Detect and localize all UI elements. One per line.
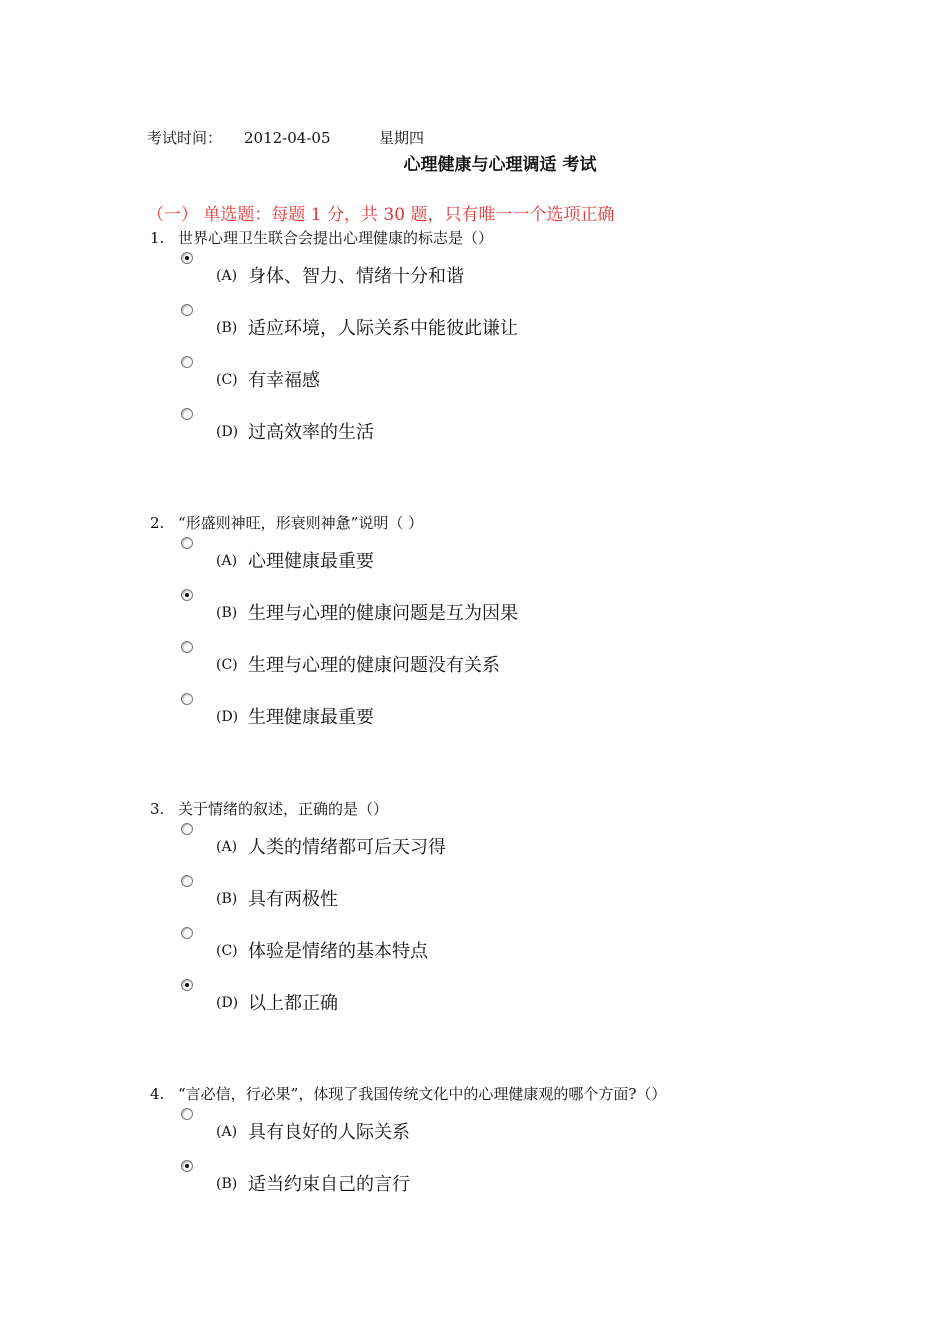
radio-button[interactable] (181, 823, 193, 835)
option-letter: (A) (216, 1124, 238, 1140)
question-3 (150, 797, 910, 1029)
option-d[interactable] (150, 691, 910, 743)
question-stem: 世界心理卫生联合会提出心理健康的标志是（） (178, 229, 494, 247)
option-letter: (D) (216, 995, 239, 1011)
option-text: 体验是情绪的基本特点 (248, 941, 428, 962)
radio-button[interactable] (181, 875, 193, 887)
radio-button[interactable] (181, 641, 193, 653)
option-b[interactable] (150, 1158, 910, 1210)
radio-button-selected[interactable] (181, 252, 193, 264)
option-text: 过高效率的生活 (248, 422, 374, 443)
option-text: 心理健康最重要 (248, 551, 374, 572)
option-letter: (A) (216, 268, 238, 284)
option-text: 生理与心理的健康问题没有关系 (248, 655, 500, 676)
radio-button[interactable] (181, 408, 193, 420)
exam-weekday: 星期四 (379, 129, 425, 147)
radio-button[interactable] (181, 304, 193, 316)
option-b[interactable] (150, 587, 910, 639)
question-text (150, 1082, 910, 1106)
option-text: 有幸福感 (248, 370, 320, 391)
question-stem: “形盛则神旺，形衰则神惫”说明（ ） (178, 514, 424, 532)
option-letter: (C) (216, 943, 238, 959)
option-letter: (B) (216, 605, 238, 621)
option-text: 人类的情绪都可后天习得 (248, 837, 446, 858)
option-letter: (B) (216, 1176, 238, 1192)
radio-button[interactable] (181, 356, 193, 368)
option-letter: (D) (216, 424, 239, 440)
radio-button-selected[interactable] (181, 979, 193, 991)
radio-button[interactable] (181, 693, 193, 705)
option-text: 适应环境，人际关系中能彼此谦让 (248, 318, 518, 339)
option-text: 以上都正确 (248, 993, 338, 1014)
question-number: 3. (150, 800, 165, 818)
option-letter: (B) (216, 891, 238, 907)
option-a[interactable] (150, 535, 910, 587)
option-a[interactable] (150, 250, 910, 302)
option-d[interactable] (150, 406, 910, 458)
option-letter: (B) (216, 320, 238, 336)
question-stem: 关于情绪的叙述，正确的是（） (178, 800, 389, 818)
question-number: 1. (150, 229, 165, 247)
radio-button[interactable] (181, 1108, 193, 1120)
option-text: 生理健康最重要 (248, 707, 374, 728)
option-b[interactable] (150, 873, 910, 925)
radio-button[interactable] (181, 927, 193, 939)
option-c[interactable] (150, 639, 910, 691)
exam-title-row (0, 150, 950, 175)
radio-button[interactable] (181, 537, 193, 549)
radio-button-selected[interactable] (181, 1160, 193, 1172)
option-text: 具有良好的人际关系 (248, 1122, 410, 1143)
option-letter: (A) (216, 839, 238, 855)
option-d[interactable] (150, 977, 910, 1029)
exam-date: 2012-04-05 (244, 129, 331, 147)
question-1 (150, 226, 910, 458)
option-letter: (A) (216, 553, 238, 569)
option-a[interactable] (150, 1106, 910, 1158)
exam-time-label: 考试时间： (147, 129, 223, 147)
question-text (150, 226, 910, 250)
question-text (150, 797, 910, 821)
radio-button-selected[interactable] (181, 589, 193, 601)
option-a[interactable] (150, 821, 910, 873)
exam-title: 心理健康与心理调适 考试 (403, 155, 597, 175)
option-text: 适当约束自己的言行 (248, 1174, 410, 1195)
option-letter: (C) (216, 372, 238, 388)
option-letter: (C) (216, 657, 238, 673)
question-number: 4. (150, 1085, 165, 1103)
question-4 (150, 1082, 910, 1210)
option-b[interactable] (150, 302, 910, 354)
exam-time-header (147, 127, 424, 148)
question-stem: “言必信，行必果”，体现了我国传统文化中的心理健康观的哪个方面?（） (178, 1085, 667, 1103)
question-2 (150, 511, 910, 743)
option-c[interactable] (150, 354, 910, 406)
option-letter: (D) (216, 709, 239, 725)
question-number: 2. (150, 514, 165, 532)
option-text: 身体、智力、情绪十分和谐 (248, 266, 464, 287)
option-text: 具有两极性 (248, 889, 338, 910)
option-c[interactable] (150, 925, 910, 977)
question-text (150, 511, 910, 535)
section-heading: （一） 单选题：每题 1 分，共 30 题，只有唯一一个选项正确 (147, 205, 615, 225)
option-text: 生理与心理的健康问题是互为因果 (248, 603, 518, 624)
